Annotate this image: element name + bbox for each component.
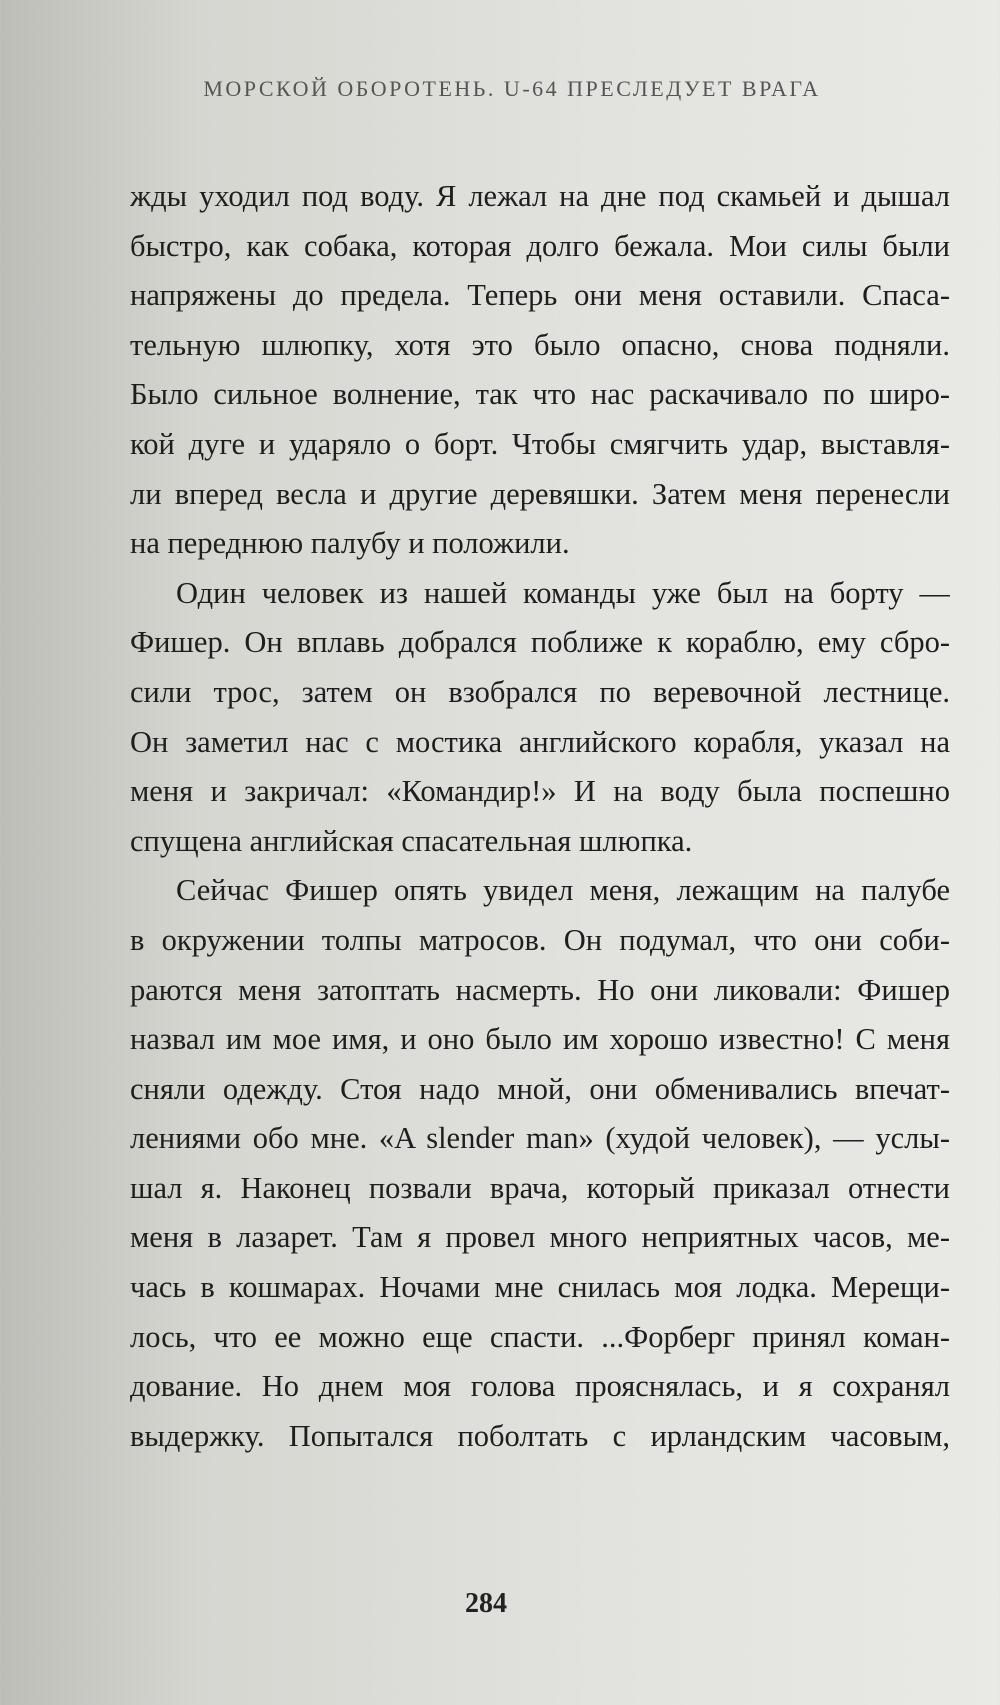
text-line: напряжены до предела. Теперь они меня оставили. Спаса- [130, 278, 950, 313]
text-line: сняли одежду. Стоя надо мной, они обменивались впечат- [130, 1071, 950, 1106]
text-line: быстро, как собака, которая долго бежала. Мои силы были [130, 228, 950, 263]
text-line: жды уходил под воду. Я лежал на дне под скамьей и дышал [130, 179, 950, 213]
text-line: шал я. Наконец позвали врача, который приказал отнести [130, 1170, 950, 1205]
text-line: в окружении толпы матросов. Он подумал, что они соби- [130, 922, 950, 957]
text-line: меня и закричал: «Командир!» И на воду была поспешно [130, 774, 950, 809]
text-line: Сейчас Фишер опять увидел меня, лежащим на палубе [176, 873, 950, 908]
text-line: меня в лазарет. Там я провел много неприятных часов, ме- [130, 1220, 950, 1255]
page-number: 284 [465, 1588, 507, 1619]
text-line: чась в кошмарах. Ночами мне снилась моя лодка. Мерещи- [130, 1270, 950, 1305]
text-line: кой дуге и ударяло о борт. Чтобы смягчить удар, выставля- [130, 426, 950, 461]
text-line: Он заметил нас с мостика английского корабля, указал на [130, 724, 950, 759]
text-line: Фишер. Он вплавь добрался поближе к кораблю, ему сбро- [130, 625, 950, 660]
text-line: тельную шлюпку, хотя это было опасно, снова подняли. [130, 327, 950, 362]
text-line: Один человек из нашей команды уже был на борту — [176, 575, 950, 610]
text-line: лениями обо мне. «A slender man» (худой человек), — услы- [130, 1121, 950, 1156]
text-line: ли вперед весла и другие деревяшки. Затем меня перенесли [130, 476, 950, 511]
text-line: назвал им мое имя, и оно было им хорошо известно! С меня [130, 1022, 950, 1057]
text-line: спущена английская спасательная шлюпка. [130, 823, 693, 858]
page-body-text [130, 172, 950, 1461]
text-line: Было сильное волнение, так что нас раскачивало по широ- [130, 377, 950, 412]
running-header: МОРСКОЙ ОБОРОТЕНЬ. U-64 ПРЕСЛЕДУЕТ ВРАГА [203, 76, 821, 101]
text-line: выдержку. Попытался поболтать с ирландским часовым, [130, 1418, 950, 1453]
text-line: лось, что ее можно еще спасти. ...Форберг принял коман- [130, 1319, 950, 1354]
text-line: сили трос, затем он взобрался по веревочной лестнице. [130, 674, 950, 709]
text-line: раются меня затоптать насмерть. Но они ликовали: Фишер [130, 972, 950, 1007]
text-line: на переднюю палубу и положили. [130, 526, 570, 561]
text-line: дование. Но днем моя голова прояснялась, и я сохранял [130, 1369, 950, 1404]
